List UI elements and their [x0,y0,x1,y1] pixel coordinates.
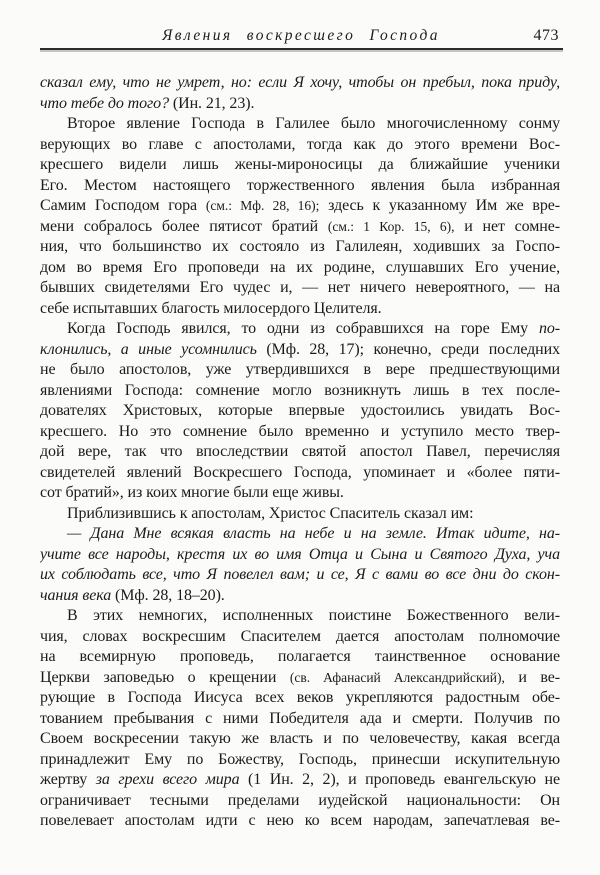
text-line [40,422,560,443]
text-line [40,586,560,607]
running-title: Явления воскресшего Господа [162,27,440,44]
text-run: явлениями Господа: сомнение могло возникнуть лишь в тех после- [40,381,560,399]
text-line [40,135,560,156]
text-run: и нет сомне- [454,217,560,235]
text-line [40,401,560,422]
paragraph [40,504,560,525]
text-block [40,73,560,832]
text-run: Церкви заповедью о крещении [40,668,290,686]
text-line [40,524,560,545]
text-run: сот братий», из коих многие были еще живы. [40,484,344,501]
text-line [40,770,560,791]
text-line [40,360,560,381]
text-run: рующие в Господа Иисуса всех веков укрепляются радостным обе- [40,689,560,706]
text-run: бывших свидетелями Его чудес и, — нет ничего невероятного, — на [40,279,560,296]
text-run: ния, что большинство их состояло из Галилеян, ходивших за Госпо- [40,238,560,255]
text-run: кресшего. Но это сомнение было временно и уступило место твер- [40,422,560,440]
text-run: тованием пребывания с ними Победителя ада и смерти. Получив по [40,709,560,727]
text-line [40,94,560,115]
text-line [40,504,560,525]
text-run: (1 Ин. 2, 2), и проповедь евангельскую не [239,771,560,788]
text-run: повелевает апостолам идти с нею ко всем народам, запечатлевая ве- [40,812,560,829]
page-header [40,27,562,49]
text-line [40,791,560,812]
page-number: 473 [533,27,559,44]
text-run: за грехи всего мира [95,771,240,788]
paragraph [40,524,560,606]
text-run: (Мф. 28, 18–20). [111,586,225,604]
text-run: (см.: Мф. 28, 16); [205,198,320,213]
text-line [40,381,560,402]
text-line [40,217,560,238]
text-line [40,258,560,279]
text-line [40,196,560,217]
text-run: кресшего видели лишь жены-мироносицы да ближайшие ученики [40,156,560,173]
text-run: ограничивает тесными пределами иудейской национальности: Он [40,791,560,809]
text-line [40,709,560,730]
text-run: мени собралось более пятисот братий [40,217,328,235]
text-line [40,729,560,750]
text-run: Приблизившись к апостолам, Христос Спаситель сказал им: [67,504,474,522]
text-run: учите все народы, крестя их во имя Отца и Сына и Святого Духа, уча [40,545,560,563]
header-rule [40,48,563,50]
text-run: Своем воскресении такую же власть и по человечеству, какая всегда [40,730,560,747]
text-run: что тебе до того? [40,94,169,112]
text-line [40,565,560,586]
text-line [40,463,560,484]
text-line [40,627,560,648]
text-run: свидетелей явлений Воскресшего Господа, упоминает и «более пяти- [40,463,560,481]
text-line [40,545,560,566]
text-line [40,340,560,361]
text-run: жертву [40,771,96,788]
text-run: дователях Христовых, которые впервые удостоились увидать Вос- [40,402,560,419]
text-run: В этих немногих, исполненных поистине Божественного вели- [67,607,560,624]
text-run: по- [538,320,560,337]
text-line [40,299,560,320]
text-line [40,442,560,463]
text-run: на всемирную проповедь, полагается таинственное основание [40,648,560,665]
text-line [40,73,560,94]
text-run: верующих во главе с апостолами, тогда как до этого времени Вос- [40,135,560,153]
text-line [40,278,560,299]
text-line [40,176,560,197]
text-run: — Дана Мне всякая власть на небе и на земле. Итак идите, на- [67,525,560,542]
text-run: принадлежит Ему по Божеству, Господь, принесши искупительную [40,750,560,768]
text-run: (Мф. 28, 17); конечно, среди последних [256,340,560,358]
text-run: (св. Афанасий Александрийский), [289,669,505,685]
text-line [40,606,560,627]
text-run: их соблюдать все, что Я повелел вам; и се, Я с вами во все дни до скон- [40,566,560,583]
text-run: клонились, а иные усомнились [40,340,257,358]
text-run: чия, словах воскресшим Спасителем дается апостолам полномочие [40,627,560,645]
text-line [40,811,560,832]
paragraph [40,319,560,504]
text-run: дой вере, так что впоследствии святой апостол Павел, перечисляя [40,443,560,460]
text-run: дом во время Его проповеди на их родине, слушавших Его учение, [40,258,560,276]
text-line [40,319,560,340]
paragraph [40,73,560,114]
text-run: не было апостолов, уже утвердившихся в вере предшествующими [40,361,560,378]
text-line [40,688,560,709]
text-line [40,750,560,771]
paragraph [40,114,560,319]
text-run: себе испытавших благость милосердого Целителя. [40,299,382,317]
text-run: чания века [40,586,112,604]
text-line [40,647,560,668]
text-run: Когда Господь явился, то одни из собравшихся на горе Ему [67,320,539,337]
text-run: здесь к указанному Им же вре- [319,197,560,214]
text-line [40,237,560,258]
paragraph [40,606,560,832]
text-run: и ве- [504,668,560,686]
text-line [40,483,560,504]
text-line [40,155,560,176]
text-run: Самим Господом гора [40,197,206,214]
text-line [40,114,560,135]
text-run: (Ин. 21, 23). [168,94,255,112]
text-run: Его. Местом настоящего торжественного явления была избранная [40,176,560,194]
text-run: (см.: 1 Кор. 15, 6), [327,218,455,234]
text-line [40,668,560,689]
text-run: сказал ему, что не умрет, но: если Я хочу, чтобы он пребыл, пока приду, [40,74,560,91]
text-run: Второе явление Господа в Галилее было многочисленному сонму [67,115,560,132]
